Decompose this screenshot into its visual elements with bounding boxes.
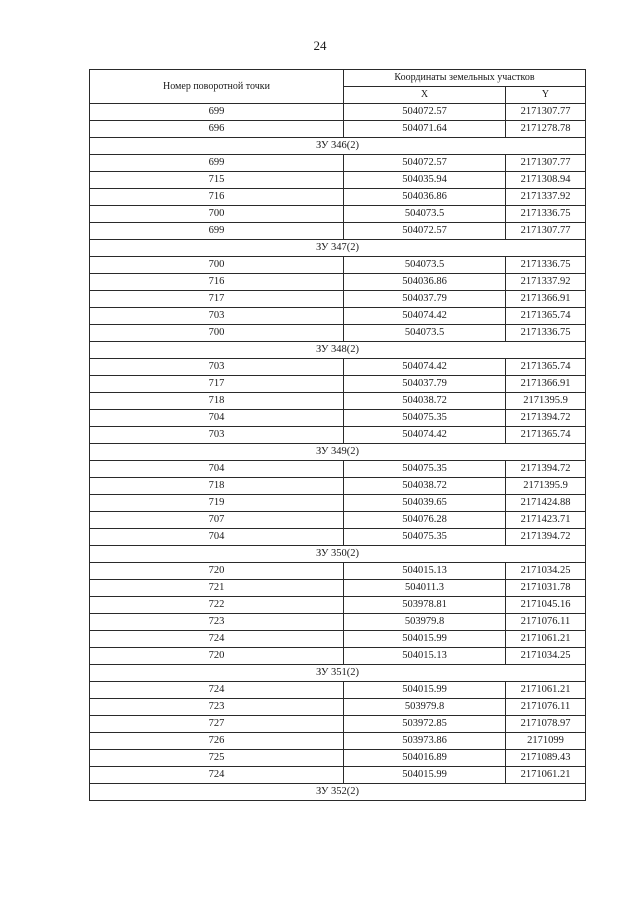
header-y: Y <box>506 87 586 104</box>
page-number: 24 <box>313 38 327 53</box>
y-coordinate-cell: 2171076.11 <box>506 614 586 631</box>
y-coordinate-cell: 2171099 <box>506 733 586 750</box>
y-coordinate-cell: 2171307.77 <box>506 155 586 172</box>
x-coordinate-cell: 504074.42 <box>344 359 506 376</box>
y-coordinate-cell: 2171308.94 <box>506 172 586 189</box>
point-number-cell: 718 <box>90 478 344 495</box>
table-row <box>90 699 586 716</box>
x-coordinate-cell: 503979.8 <box>344 614 506 631</box>
y-coordinate-cell: 2171336.75 <box>506 206 586 223</box>
table-row <box>90 716 586 733</box>
x-coordinate-cell: 503972.85 <box>344 716 506 733</box>
x-coordinate-cell: 504072.57 <box>344 155 506 172</box>
point-number-cell: 704 <box>90 529 344 546</box>
header-coordinates: Координаты земельных участков <box>344 70 586 87</box>
coordinates-table <box>89 69 586 801</box>
table-row <box>90 529 586 546</box>
point-number-cell: 726 <box>90 733 344 750</box>
plot-title: ЗУ 350(2) <box>90 546 586 563</box>
x-coordinate-cell: 504072.57 <box>344 223 506 240</box>
table-row <box>90 733 586 750</box>
x-coordinate-cell: 504039.65 <box>344 495 506 512</box>
plot-title: ЗУ 348(2) <box>90 342 586 359</box>
point-number-cell: 724 <box>90 631 344 648</box>
x-coordinate-cell: 504075.35 <box>344 461 506 478</box>
x-coordinate-cell: 503973.86 <box>344 733 506 750</box>
y-coordinate-cell: 2171078.97 <box>506 716 586 733</box>
y-coordinate-cell: 2171034.25 <box>506 648 586 665</box>
point-number-cell: 703 <box>90 359 344 376</box>
y-coordinate-cell: 2171045.16 <box>506 597 586 614</box>
table-row <box>90 767 586 784</box>
x-coordinate-cell: 504011.3 <box>344 580 506 597</box>
x-coordinate-cell: 504015.13 <box>344 563 506 580</box>
point-number-cell: 717 <box>90 376 344 393</box>
point-number-cell: 703 <box>90 308 344 325</box>
x-coordinate-cell: 504035.94 <box>344 172 506 189</box>
table-row <box>90 223 586 240</box>
table-row <box>90 376 586 393</box>
table-row <box>90 308 586 325</box>
point-number-cell: 715 <box>90 172 344 189</box>
y-coordinate-cell: 2171089.43 <box>506 750 586 767</box>
x-coordinate-cell: 503979.8 <box>344 699 506 716</box>
table-row <box>90 172 586 189</box>
y-coordinate-cell: 2171423.71 <box>506 512 586 529</box>
table-row <box>90 563 586 580</box>
table-body <box>90 104 586 801</box>
y-coordinate-cell: 2171366.91 <box>506 291 586 308</box>
header-x: X <box>344 87 506 104</box>
point-number-cell: 722 <box>90 597 344 614</box>
table-row <box>90 614 586 631</box>
x-coordinate-cell: 503978.81 <box>344 597 506 614</box>
table-row <box>90 580 586 597</box>
point-number-cell: 699 <box>90 155 344 172</box>
point-number-cell: 720 <box>90 563 344 580</box>
point-number-cell: 720 <box>90 648 344 665</box>
point-number-cell: 716 <box>90 274 344 291</box>
table-row <box>90 155 586 172</box>
point-number-cell: 717 <box>90 291 344 308</box>
table-row <box>90 121 586 138</box>
x-coordinate-cell: 504015.99 <box>344 682 506 699</box>
table-row <box>90 597 586 614</box>
table-row <box>90 750 586 767</box>
x-coordinate-cell: 504015.99 <box>344 767 506 784</box>
plot-title: ЗУ 352(2) <box>90 784 586 801</box>
y-coordinate-cell: 2171034.25 <box>506 563 586 580</box>
plot-title-row <box>90 546 586 563</box>
x-coordinate-cell: 504036.86 <box>344 189 506 206</box>
table-row <box>90 325 586 342</box>
table-row <box>90 648 586 665</box>
x-coordinate-cell: 504038.72 <box>344 393 506 410</box>
y-coordinate-cell: 2171031.78 <box>506 580 586 597</box>
y-coordinate-cell: 2171365.74 <box>506 308 586 325</box>
table-row <box>90 410 586 427</box>
point-number-cell: 725 <box>90 750 344 767</box>
table-row <box>90 478 586 495</box>
plot-title: ЗУ 346(2) <box>90 138 586 155</box>
y-coordinate-cell: 2171424.88 <box>506 495 586 512</box>
y-coordinate-cell: 2171365.74 <box>506 427 586 444</box>
table-row <box>90 393 586 410</box>
table-row <box>90 427 586 444</box>
point-number-cell: 696 <box>90 121 344 138</box>
y-coordinate-cell: 2171365.74 <box>506 359 586 376</box>
point-number-cell: 700 <box>90 325 344 342</box>
table-row <box>90 359 586 376</box>
y-coordinate-cell: 2171394.72 <box>506 529 586 546</box>
x-coordinate-cell: 504073.5 <box>344 206 506 223</box>
y-coordinate-cell: 2171337.92 <box>506 189 586 206</box>
plot-title-row <box>90 342 586 359</box>
x-coordinate-cell: 504036.86 <box>344 274 506 291</box>
x-coordinate-cell: 504071.64 <box>344 121 506 138</box>
point-number-cell: 704 <box>90 410 344 427</box>
y-coordinate-cell: 2171366.91 <box>506 376 586 393</box>
x-coordinate-cell: 504073.5 <box>344 257 506 274</box>
point-number-cell: 723 <box>90 699 344 716</box>
point-number-cell: 723 <box>90 614 344 631</box>
point-number-cell: 724 <box>90 767 344 784</box>
plot-title-row <box>90 665 586 682</box>
point-number-cell: 721 <box>90 580 344 597</box>
point-number-cell: 699 <box>90 104 344 121</box>
x-coordinate-cell: 504015.99 <box>344 631 506 648</box>
header-point-number: Номер поворотной точки <box>90 70 344 104</box>
y-coordinate-cell: 2171061.21 <box>506 767 586 784</box>
y-coordinate-cell: 2171336.75 <box>506 257 586 274</box>
table-row <box>90 461 586 478</box>
x-coordinate-cell: 504073.5 <box>344 325 506 342</box>
point-number-cell: 704 <box>90 461 344 478</box>
x-coordinate-cell: 504075.35 <box>344 529 506 546</box>
y-coordinate-cell: 2171394.72 <box>506 461 586 478</box>
table-row <box>90 206 586 223</box>
table-row <box>90 631 586 648</box>
x-coordinate-cell: 504074.42 <box>344 308 506 325</box>
x-coordinate-cell: 504074.42 <box>344 427 506 444</box>
x-coordinate-cell: 504075.35 <box>344 410 506 427</box>
y-coordinate-cell: 2171395.9 <box>506 478 586 495</box>
table-row <box>90 257 586 274</box>
x-coordinate-cell: 504037.79 <box>344 291 506 308</box>
point-number-cell: 727 <box>90 716 344 733</box>
x-coordinate-cell: 504076.28 <box>344 512 506 529</box>
plot-title-row <box>90 240 586 257</box>
y-coordinate-cell: 2171395.9 <box>506 393 586 410</box>
plot-title-row <box>90 444 586 461</box>
y-coordinate-cell: 2171061.21 <box>506 682 586 699</box>
point-number-cell: 719 <box>90 495 344 512</box>
point-number-cell: 724 <box>90 682 344 699</box>
y-coordinate-cell: 2171337.92 <box>506 274 586 291</box>
x-coordinate-cell: 504038.72 <box>344 478 506 495</box>
plot-title-row <box>90 138 586 155</box>
y-coordinate-cell: 2171278.78 <box>506 121 586 138</box>
y-coordinate-cell: 2171307.77 <box>506 223 586 240</box>
x-coordinate-cell: 504016.89 <box>344 750 506 767</box>
table-row <box>90 291 586 308</box>
y-coordinate-cell: 2171061.21 <box>506 631 586 648</box>
table-row <box>90 512 586 529</box>
table-row <box>90 495 586 512</box>
x-coordinate-cell: 504015.13 <box>344 648 506 665</box>
point-number-cell: 716 <box>90 189 344 206</box>
x-coordinate-cell: 504072.57 <box>344 104 506 121</box>
table-row <box>90 682 586 699</box>
table-row <box>90 274 586 291</box>
point-number-cell: 707 <box>90 512 344 529</box>
plot-title: ЗУ 347(2) <box>90 240 586 257</box>
y-coordinate-cell: 2171076.11 <box>506 699 586 716</box>
plot-title-row <box>90 784 586 801</box>
point-number-cell: 703 <box>90 427 344 444</box>
point-number-cell: 699 <box>90 223 344 240</box>
plot-title: ЗУ 351(2) <box>90 665 586 682</box>
y-coordinate-cell: 2171307.77 <box>506 104 586 121</box>
table-row <box>90 104 586 121</box>
y-coordinate-cell: 2171336.75 <box>506 325 586 342</box>
table-row <box>90 189 586 206</box>
point-number-cell: 718 <box>90 393 344 410</box>
point-number-cell: 700 <box>90 257 344 274</box>
point-number-cell: 700 <box>90 206 344 223</box>
x-coordinate-cell: 504037.79 <box>344 376 506 393</box>
plot-title: ЗУ 349(2) <box>90 444 586 461</box>
y-coordinate-cell: 2171394.72 <box>506 410 586 427</box>
